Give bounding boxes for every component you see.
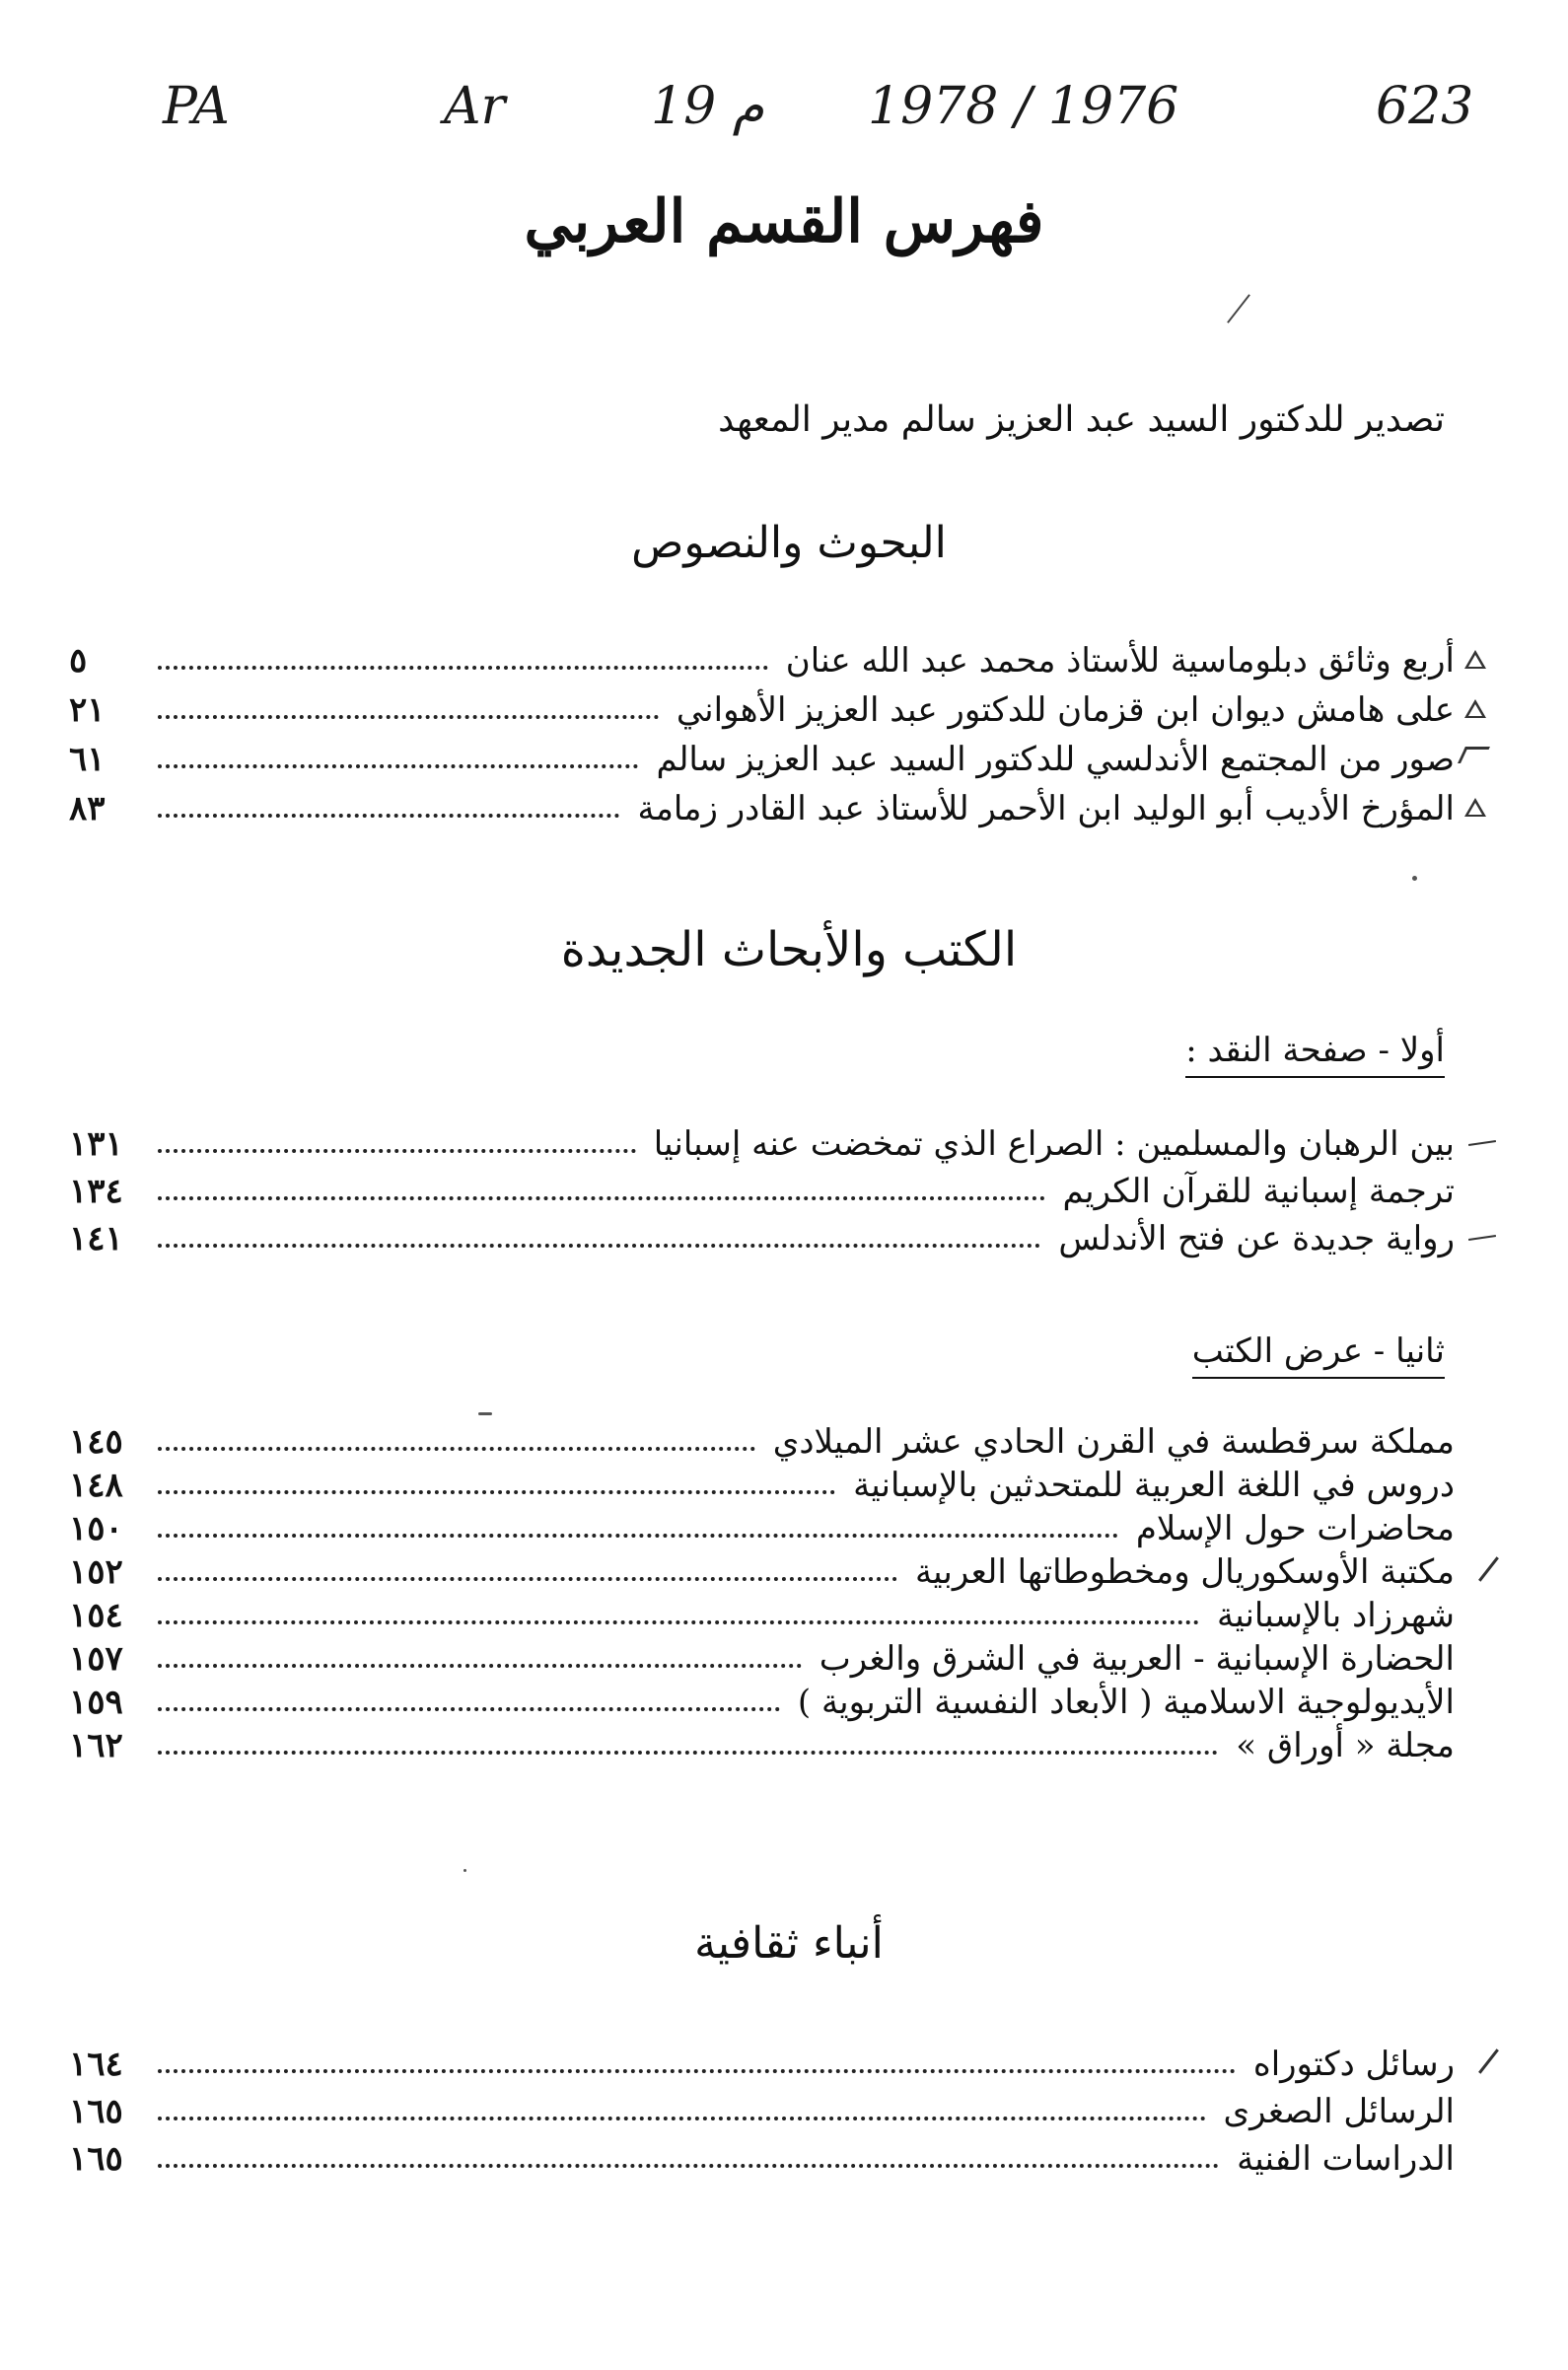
handwritten-note: PA [163,77,230,136]
entry-page: ١٦٢ [69,1726,123,1765]
section-heading: البحوث والنصوص [631,518,947,568]
dot-leader [158,1664,802,1668]
dot-leader [158,1534,1118,1538]
dot-leader [158,2069,1236,2073]
entry-title: أربع وثائق دبلوماسية للأستاذ محمد عبد الله عنان [785,641,1455,681]
dot-leader [158,715,659,719]
section-heading: الكتب والأبحاث الجديدة [560,922,1018,977]
dot-leader [158,814,619,818]
entry-title: صور من المجتمع الأندلسي للدكتور السيد عبد العزيز سالم [656,740,1455,779]
section-heading: أنباء ثقافية [694,1918,884,1969]
entry-page: ١٦٥ [69,2092,123,2131]
entry-title: دروس في اللغة العربية للمتحدثين بالإسبانية [853,1466,1455,1505]
toc-list [69,2037,1455,2179]
toc-entry[interactable] [69,1418,1455,1462]
toc-entry[interactable] [69,1592,1455,1635]
triangle-mark-icon [1464,699,1486,718]
toc-entry[interactable] [69,1548,1455,1592]
entry-title: الدراسات الفنية [1237,2139,1455,2179]
flag-mark-icon [1458,747,1490,763]
dot-leader [158,666,768,670]
entry-page: ١٦٥ [69,2139,123,2179]
entry-page: ٢١ [69,690,106,730]
toc-entry[interactable] [69,1116,1455,1164]
dot-leader [158,764,638,768]
entry-title: الأيديولوجية الاسلامية ( الأبعاد النفسية التربوية ) [797,1683,1455,1722]
ink-speck [463,1869,466,1872]
handwritten-note: Ar [444,77,506,136]
entry-title: الحضارة الإسبانية - العربية في الشرق والغرب [819,1639,1455,1679]
toc-entry[interactable] [69,1679,1455,1722]
entry-page: ٥ [69,641,88,681]
entry-title: الرسائل الصغرى [1223,2092,1455,2131]
subsection-heading: ثانيا - عرض الكتب [1192,1331,1445,1379]
ink-speck [1412,876,1417,881]
dot-leader [158,1490,835,1494]
entry-page: ١٤٨ [69,1466,123,1505]
entry-page: ١٥٤ [69,1596,123,1635]
dot-leader [158,2164,1219,2168]
handwritten-note: 1978 / 1976 [868,77,1179,136]
toc-list [69,1418,1455,1765]
handwritten-note: 19 م [651,77,764,136]
entry-title: رسائل دكتوراه [1252,2045,1455,2084]
entry-page: ٦١ [69,740,106,779]
dash-mark-icon [1468,1140,1496,1146]
entry-title: المؤرخ الأديب أبو الوليد ابن الأحمر للأستاذ عبد القادر زمامة [637,789,1455,828]
toc-entry[interactable] [69,2084,1455,2131]
dot-leader [158,1244,1040,1248]
triangle-mark-icon [1464,798,1486,817]
entry-title: مجلة « أوراق » [1236,1726,1455,1765]
entry-page: ١٥٠ [69,1509,123,1548]
toc-entry[interactable] [69,1635,1455,1679]
toc-list [69,631,1455,828]
dot-leader [158,1707,780,1711]
entry-page: ١٦٤ [69,2045,123,2084]
entry-title: ترجمة إسبانية للقرآن الكريم [1062,1172,1455,1211]
dot-leader [158,1751,1218,1755]
toc-entry[interactable] [69,2131,1455,2179]
preface-line: تصدير للدكتور السيد عبد العزيز سالم مدير المعهد [718,399,1445,440]
entry-title: شهرزاد بالإسبانية [1216,1596,1455,1635]
entry-title: مملكة سرقطسة في القرن الحادي عشر الميلادي [772,1422,1455,1462]
entry-title: محاضرات حول الإسلام [1135,1509,1455,1548]
entry-title: على هامش ديوان ابن قزمان للدكتور عبد العزيز الأهواني [676,690,1455,730]
dot-leader [158,1577,897,1581]
toc-entry[interactable] [69,631,1455,681]
dot-leader [158,1196,1045,1200]
toc-entry[interactable] [69,1211,1455,1258]
entry-title: مكتبة الأوسكوريال ومخطوطاتها العربية [914,1552,1455,1592]
slash-mark-icon [1478,2048,1499,2073]
entry-page: ١٤١ [69,1219,123,1258]
entry-title: بين الرهبان والمسلمين : الصراع الذي تمخضت عنه إسبانيا [653,1124,1455,1164]
entry-page: ١٣١ [69,1124,123,1164]
toc-entry[interactable] [69,1462,1455,1505]
entry-page: ١٥٢ [69,1552,123,1592]
toc-entry[interactable] [69,1722,1455,1765]
ink-speck [478,1412,492,1415]
handwritten-note: 623 [1376,77,1474,136]
dot-leader [158,2117,1206,2120]
dot-leader [158,1447,755,1451]
dot-leader [158,1620,1199,1624]
toc-entry[interactable] [69,779,1455,828]
toc-entry[interactable] [69,730,1455,779]
dot-leader [158,1149,636,1153]
dash-mark-icon [1468,1235,1496,1241]
toc-entry[interactable] [69,681,1455,730]
entry-title: رواية جديدة عن فتح الأندلس [1058,1219,1455,1258]
entry-page: ١٥٩ [69,1683,123,1722]
entry-page: ٨٣ [69,789,106,828]
entry-page: ١٥٧ [69,1639,123,1679]
toc-entry[interactable] [69,1164,1455,1211]
triangle-mark-icon [1464,650,1486,669]
entry-page: ١٤٥ [69,1422,123,1462]
toc-list [69,1116,1455,1258]
pen-mark [1227,294,1250,323]
subsection-heading: أولا - صفحة النقد : [1185,1031,1445,1078]
entry-page: ١٣٤ [69,1172,123,1211]
toc-entry[interactable] [69,1505,1455,1548]
slash-mark-icon [1478,1556,1499,1581]
page-title: فهرس القسم العربي [524,187,1044,256]
toc-entry[interactable] [69,2037,1455,2084]
